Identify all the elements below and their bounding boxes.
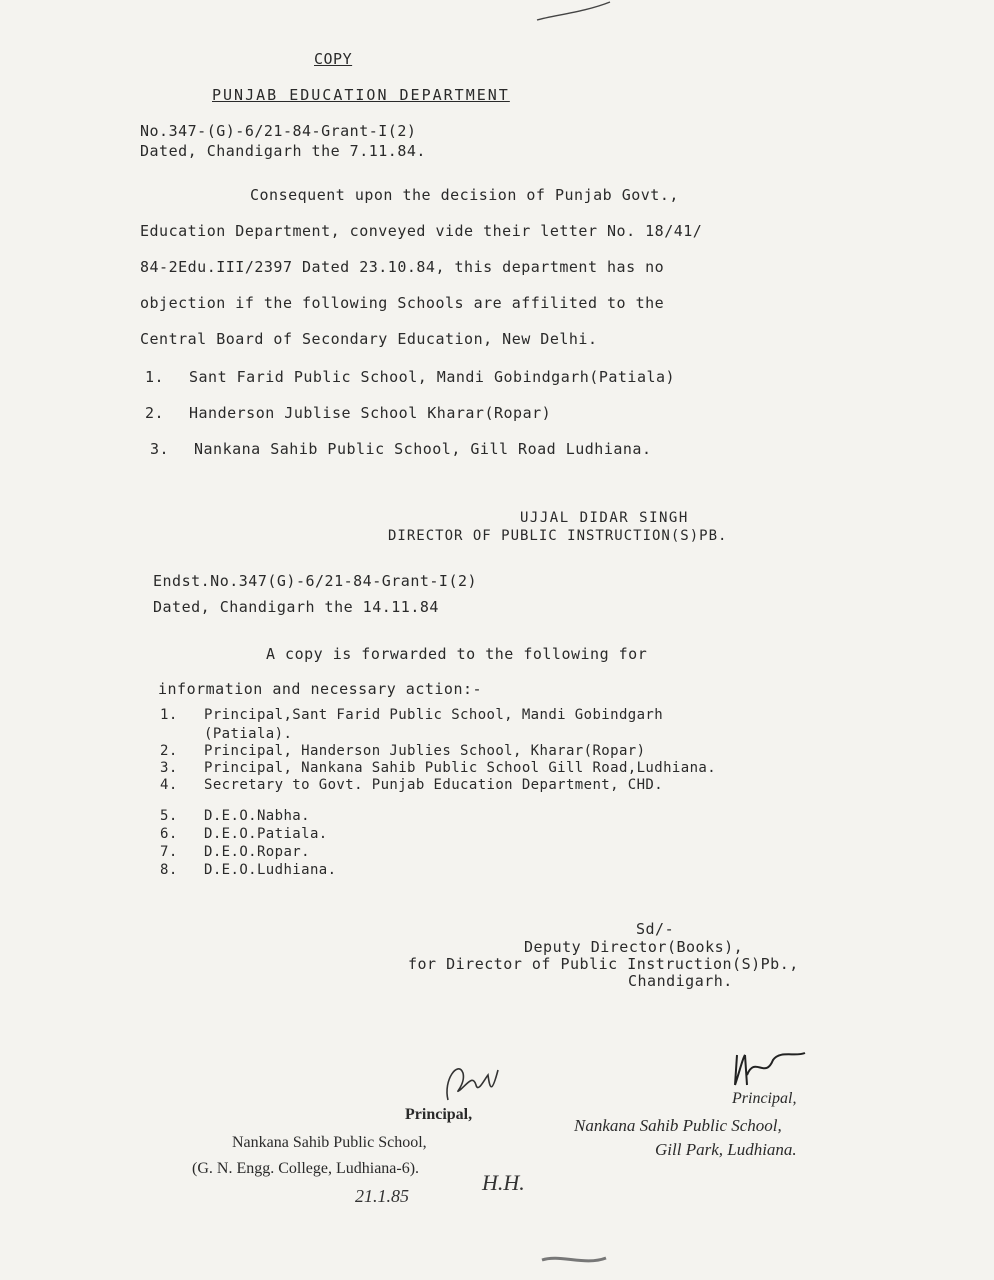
school-name: Sant Farid Public School, Mandi Gobindgarh(Patiala) — [189, 368, 676, 386]
recipient-item — [160, 707, 663, 723]
body-line: Education Department, conveyed vide their letter No. 18/41/ — [140, 222, 703, 240]
stamp-left-title: Principal, — [405, 1106, 473, 1123]
recipient-text: Principal, Nankana Sahib Public School Gill Road,Ludhiana. — [204, 760, 717, 776]
deputy-director: Deputy Director(Books), — [524, 938, 744, 956]
recipient-number: 1. — [160, 707, 178, 723]
received-date: 21.1.85 — [355, 1186, 409, 1206]
signatory-name: UJJAL DIDAR SINGH — [520, 510, 689, 526]
recipient-item — [160, 826, 328, 842]
recipient-text: D.E.O.Ludhiana. — [204, 862, 337, 878]
school-number: 2. — [145, 404, 165, 422]
body-line: 84-2Edu.III/2397 Dated 23.10.84, this department has no — [140, 258, 665, 276]
recipient-item — [160, 726, 292, 742]
school-number: 1. — [145, 368, 165, 386]
body-line: Central Board of Secondary Education, New Delhi. — [140, 330, 598, 348]
stamp-right-title: Principal, — [732, 1090, 797, 1107]
body-line: Consequent upon the decision of Punjab Govt., — [250, 186, 679, 204]
school-name: Nankana Sahib Public School, Gill Road Ludhiana. — [194, 440, 652, 458]
reference-number: No.347-(G)-6/21-84-Grant-I(2) — [140, 122, 417, 140]
reference-date: Dated, Chandigarh the 7.11.84. — [140, 142, 426, 160]
body-line: objection if the following Schools are affilited to the — [140, 294, 665, 312]
recipient-text: Principal, Handerson Jublies School, Kharar(Ropar) — [204, 743, 646, 759]
received-initials: H.H. — [482, 1170, 525, 1195]
signatory-title: DIRECTOR OF PUBLIC INSTRUCTION(S)PB. — [388, 528, 728, 544]
copy-label: COPY — [314, 50, 353, 68]
recipient-number: 3. — [160, 760, 178, 776]
endorsement-date: Dated, Chandigarh the 14.11.84 — [153, 598, 439, 616]
stamp-left-school: Nankana Sahib Public School, — [232, 1134, 427, 1151]
recipient-text: Secretary to Govt. Punjab Education Department, CHD. — [204, 777, 664, 793]
recipient-number: 7. — [160, 844, 178, 860]
recipient-text: D.E.O.Nabha. — [204, 808, 310, 824]
recipient-item — [160, 844, 310, 860]
for-director: for Director of Public Instruction(S)Pb., — [408, 955, 799, 973]
forward-line: A copy is forwarded to the following for — [266, 645, 648, 663]
recipient-number: 5. — [160, 808, 178, 824]
closing-place: Chandigarh. — [628, 972, 733, 990]
recipient-item — [160, 777, 663, 793]
school-item — [145, 368, 675, 386]
recipient-number: 2. — [160, 743, 178, 759]
recipient-number: 6. — [160, 826, 178, 842]
stamp-right-school: Nankana Sahib Public School, — [574, 1116, 782, 1135]
school-name: Handerson Jublise School Kharar(Ropar) — [189, 404, 552, 422]
school-item — [145, 404, 551, 422]
recipient-item — [160, 808, 310, 824]
school-item — [150, 440, 651, 458]
recipient-text: D.E.O.Ropar. — [204, 844, 310, 860]
stamp-right-address: Gill Park, Ludhiana. — [655, 1140, 797, 1159]
principal-signature-right — [725, 1045, 815, 1090]
stamp-left-address: (G. N. Engg. College, Ludhiana-6). — [192, 1160, 420, 1177]
recipient-number: 8. — [160, 862, 178, 878]
school-number: 3. — [150, 440, 170, 458]
recipient-number: 4. — [160, 777, 178, 793]
endorsement-number: Endst.No.347(G)-6/21-84-Grant-I(2) — [153, 572, 478, 590]
recipient-item — [160, 760, 716, 776]
recipient-item — [160, 862, 336, 878]
recipient-text: (Patiala). — [204, 726, 293, 742]
sd-label: Sd/- — [636, 920, 675, 938]
recipient-item — [160, 743, 645, 759]
principal-signature-left — [418, 1055, 518, 1110]
recipient-text: Principal,Sant Farid Public School, Mandi Gobindgarh — [204, 707, 664, 723]
recipient-text: D.E.O.Patiala. — [204, 826, 328, 842]
department-heading: PUNJAB EDUCATION DEPARTMENT — [212, 86, 510, 104]
forward-line: information and necessary action:- — [158, 680, 483, 698]
top-scribble-mark — [535, 0, 615, 22]
bottom-smudge-mark — [540, 1250, 610, 1270]
